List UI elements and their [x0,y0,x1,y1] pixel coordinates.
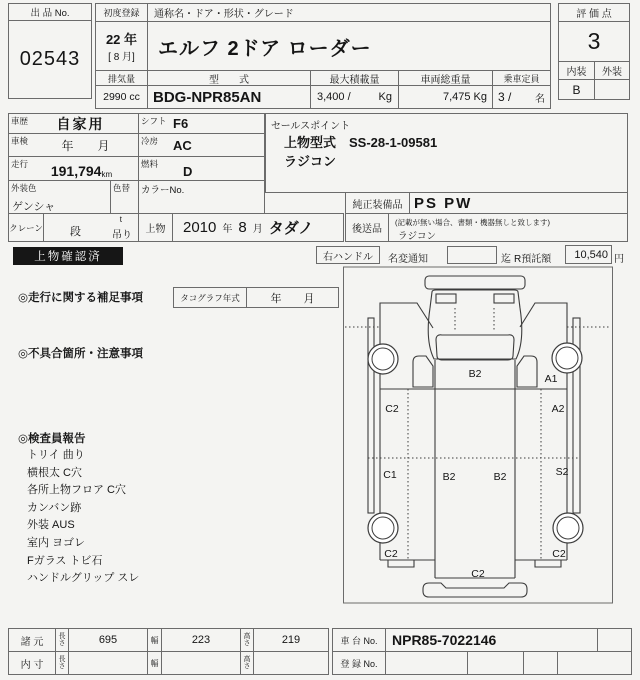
sales-point-line2: ラジコン [284,154,337,169]
grade-value: 3 [558,21,630,62]
fuel-cell: 燃料 D [138,156,265,181]
vehicle-name-header: 通称名・ドア・形状・グレード [147,3,551,22]
displacement-header: 排気量 [95,70,148,86]
crane-label-cell: クレーン [8,213,44,242]
shift-cell: シフト F6 [138,113,265,134]
spec-height-label: 高さ [240,628,254,652]
mileage-cell: 走行 191,794 km [8,156,139,181]
sales-point-box [265,113,628,193]
max-load-header: 最大積載量 [310,70,399,86]
body-label-cell: 上物 [138,213,173,242]
vehicle-name-value: エルフ 2ドア ローダー [147,21,551,71]
damage-label: A1 [544,373,558,385]
damage-label: C2 [384,548,398,560]
air-conditioning-cell: 冷房 AC [138,133,265,157]
damage-label: B2 [468,368,482,380]
exterior-color-value: ゲンシャ [12,201,56,213]
inner-length-value [68,651,148,675]
spec-row-label: 諸 元 [8,628,56,652]
name-change-box [447,246,497,264]
damage-label: C2 [471,568,485,580]
inspector-report-title: ◎検査員報告 [18,433,86,445]
rear-bumper [423,583,527,597]
deposit-amount-box: 10,540 [565,245,612,264]
damage-label: A2 [551,403,565,415]
damage-label: B2 [442,471,456,483]
defect-note-title: ◎不具合箇所・注意事項 [18,348,144,360]
crane-ton-label: t [119,215,122,224]
spec-width-value: 223 [161,628,241,652]
lot-number-header [8,3,92,21]
body-confirmed-badge: 上物確認済 [13,247,123,265]
first-registration-value [95,21,148,71]
inspector-report-item: Fガラス トビ石 [27,554,103,567]
damage-label: S2 [555,466,569,478]
tachograph-label-cell: タコグラフ年式 [173,287,247,308]
registration-number-label: 登 録 No. [332,651,386,675]
right-door-panel [517,356,537,387]
lot-number-label: 出 品 No. [30,8,70,19]
later-shipment-value-cell [388,213,628,242]
chassis-number-label: 車 台 No. [332,628,386,652]
left-door-panel [413,356,433,387]
mileage-unit: km [101,170,113,179]
gross-weight-header: 車両総重量 [398,70,493,86]
inspector-report-item: 室内 ヨゴレ [27,536,86,549]
model-code-header: 型 式 [147,70,311,86]
gross-weight-value: 7,475 Kg [398,85,493,109]
crane-steps-label: 段 [70,226,81,238]
color-number-cell: カラーNo. [138,180,265,214]
exterior-grade-value [594,79,630,100]
capacity-header: 乗車定員 [492,70,551,86]
registration-cell-2 [467,651,524,675]
inspector-report-item: 外装 AUS [27,519,75,532]
right-fender [520,303,567,344]
inner-height-value [253,651,329,675]
history-cell: 車歴 自家用 [8,113,139,134]
spec-length-value: 695 [68,628,148,652]
left-fender [380,303,433,344]
spec-height-value: 219 [253,628,329,652]
chassis-row-empty-cell [597,628,632,652]
sales-point-line1: 上物型式 SS-28-1-09581 [284,135,438,150]
exterior-grade-header: 外装 [594,61,630,80]
steering-badge: 右ハンドル [316,246,380,264]
inspector-report-item: トリイ 曲り [27,449,85,461]
cab [428,308,522,359]
displacement-value: 2990 cc [95,85,148,109]
damage-label: C2 [385,403,399,415]
color-change-cell: 色替 [110,180,139,214]
later-shipment-note: (記載が無い場合、書類・機器無しと致します) [395,218,550,227]
crane-value-cell [43,213,139,242]
inspector-report-item: 横根太 C穴 [27,466,82,479]
crane-lift-label: 吊り [112,230,132,241]
lot-number-box [8,20,92,99]
oem-equipment-label-cell: 純正装備品 [345,192,410,214]
inspector-report-item: 各所上物フロア C穴 [27,484,126,497]
inner-width-value [161,651,241,675]
tachograph-value-cell: 年 月 [246,287,339,308]
inner-height-label: 高さ [240,651,254,675]
front-bumper [425,276,525,289]
damage-label: B2 [493,471,507,483]
inner-width-label: 幅 [147,651,162,675]
inspection-cell: 車検 年 月 [8,133,139,157]
first-registration-header: 初度登録 [95,3,148,22]
inspector-report-list [27,447,247,588]
damage-label: C1 [383,469,397,481]
chassis-number-value: NPR85-7022146 [385,628,598,652]
damage-label: C2 [552,548,566,560]
spec-length-label: 長さ [55,628,69,652]
registration-cell-4 [557,651,632,675]
later-shipment-value: ラジコン [398,231,437,242]
sales-point-label: セールスポイント [271,121,351,132]
body-month: 8 [238,219,247,236]
later-shipment-label-cell: 後送品 [345,213,389,242]
inner-length-label: 長さ [55,651,69,675]
oem-equipment-value-cell: PS PW [409,192,628,214]
body-value-cell: 2010 年 8 月 タダノ [172,213,344,242]
name-change-label: 名変通知 [388,254,428,265]
first-reg-year: 22 年 [105,32,138,47]
inspector-report-item: カンバン跡 [27,501,82,514]
hood [430,290,520,308]
registration-cell-1 [385,651,468,675]
inner-dims-row-label: 内 寸 [8,651,56,675]
windshield [436,335,514,360]
first-reg-month: [ 8 月] [108,52,135,63]
body-year: 2010 [183,219,217,236]
interior-grade-value: B [558,79,595,100]
capacity-value: 3 / 名 [492,85,551,109]
mileage-note-title: ◎走行に関する補足事項 [18,292,144,304]
yen-label: 円 [614,254,624,265]
spec-width-label: 幅 [147,628,162,652]
max-load-value: 3,400 / Kg [310,85,399,109]
grade-header: 評 価 点 [558,3,630,22]
body-maker: タダノ [268,220,314,237]
model-code-value: BDG-NPR85AN [147,85,311,109]
lot-number-value: 02543 [19,48,81,70]
made-label: 迄 [501,254,511,265]
registration-cell-3 [523,651,558,675]
exterior-color-cell: 外装色 ゲンシャ [8,180,111,214]
deposit-label: R預託額 [514,254,552,265]
inspector-report-item: ハンドルグリップ スレ [27,572,140,585]
vehicle-damage-diagram [343,266,614,604]
interior-grade-header: 内装 [558,61,595,80]
